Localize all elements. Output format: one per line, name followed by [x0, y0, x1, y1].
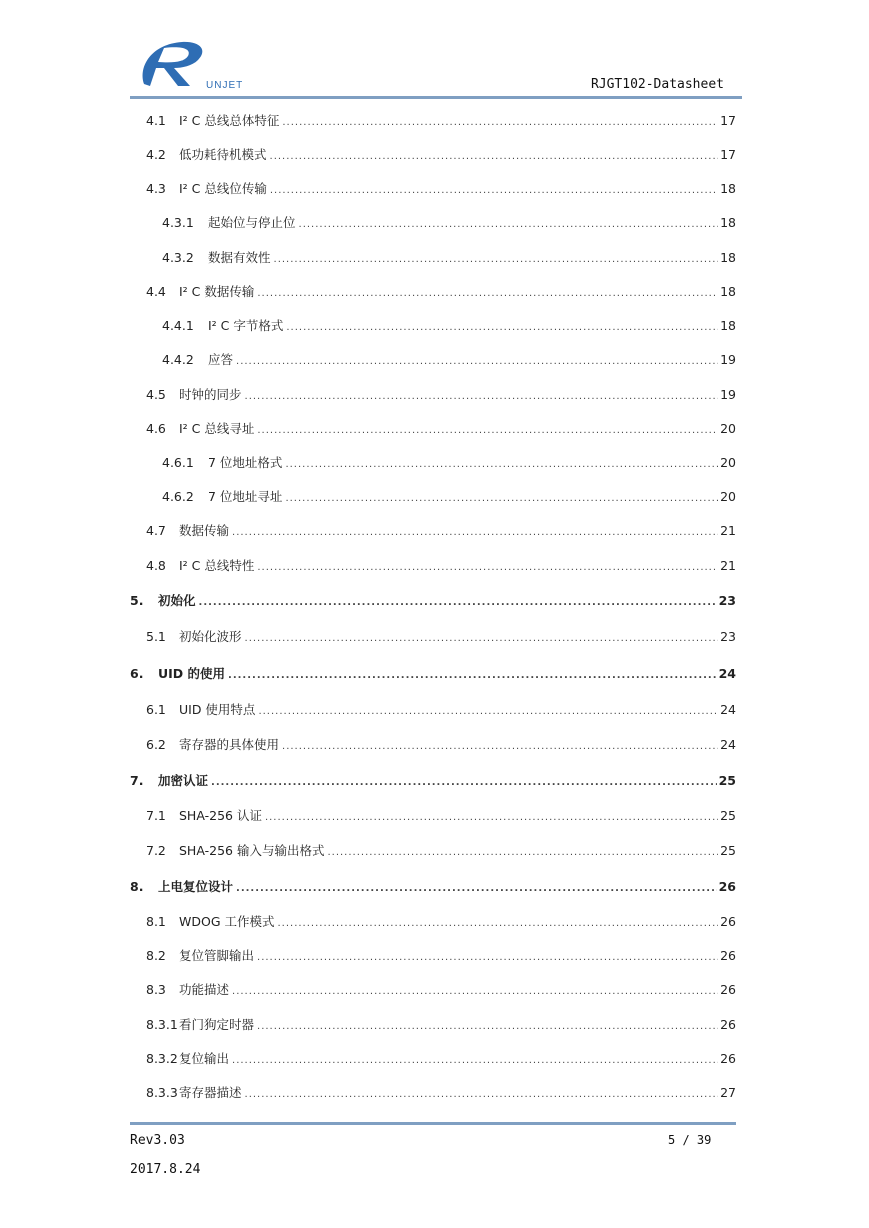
toc-leader-dots	[245, 1089, 719, 1100]
toc-leader-dots	[282, 741, 718, 752]
toc-entry-title: 寄存器描述	[179, 1085, 242, 1100]
toc-leader-dots	[245, 391, 719, 402]
toc-entry-page: 24	[720, 737, 736, 752]
toc-entry-number: 6.2	[146, 737, 166, 752]
toc-entry-title: 上电复位设计	[158, 879, 234, 894]
toc-entry[interactable]	[130, 248, 736, 268]
toc-entry-number: 4.7	[146, 523, 166, 538]
toc-entry-number: 8.3.1	[146, 1017, 178, 1032]
toc-entry-page: 23	[718, 593, 736, 608]
toc-entry-title: I² C 总线位传输	[179, 181, 267, 196]
toc-leader-dots	[228, 670, 717, 681]
toc-entry[interactable]	[130, 213, 736, 233]
toc-entry-page: 26	[718, 879, 736, 894]
toc-entry[interactable]	[130, 487, 736, 507]
toc-leader-dots	[258, 706, 718, 717]
page-indicator: 5 / 39	[668, 1133, 712, 1147]
toc-entry-page: 18	[720, 181, 736, 196]
toc-leader-dots	[232, 527, 718, 538]
toc-entry-number: 5.1	[146, 629, 166, 644]
toc-entry-number: 7.2	[146, 843, 166, 858]
toc-entry-page: 24	[720, 702, 736, 717]
toc-leader-dots	[277, 918, 718, 929]
toc-leader-dots	[199, 597, 717, 608]
toc-entry-title: I² C 字节格式	[208, 318, 284, 333]
toc-leader-dots	[257, 288, 718, 299]
toc-entry-title: SHA-256 输入与输出格式	[179, 843, 325, 858]
toc-entry-title: 复位输出	[179, 1051, 230, 1066]
toc-leader-dots	[232, 1055, 718, 1066]
toc-entry-title: 7 位地址寻址	[208, 489, 283, 504]
toc-leader-dots	[327, 847, 718, 858]
toc-entry-title: 看门狗定时器	[179, 1017, 255, 1032]
toc-entry-page: 19	[720, 352, 736, 367]
toc-entry-title: I² C 总线特性	[179, 558, 255, 573]
toc-entry-title: I² C 总线总体特征	[179, 113, 280, 128]
toc-entry[interactable]	[130, 419, 736, 439]
toc-leader-dots	[211, 777, 717, 788]
toc-entry-title: 应答	[208, 352, 234, 367]
toc-entry-page: 25	[718, 773, 736, 788]
toc-entry-page: 19	[720, 387, 736, 402]
toc-leader-dots	[257, 1021, 718, 1032]
toc-entry[interactable]	[130, 556, 736, 576]
document-title: RJGT102-Datasheet	[590, 77, 724, 92]
toc-entry-title: 功能描述	[179, 982, 230, 997]
toc-entry[interactable]	[130, 806, 736, 826]
toc-entry-title: 初始化波形	[179, 629, 242, 644]
toc-entry-title: SHA-256 认证	[179, 808, 262, 823]
toc-entry-page: 26	[720, 948, 736, 963]
toc-leader-dots	[299, 219, 719, 230]
toc-entry-title: UID 使用特点	[179, 702, 256, 717]
toc-entry[interactable]	[130, 179, 736, 199]
toc-entry-page: 23	[720, 629, 736, 644]
runjet-logo	[134, 36, 254, 94]
toc-entry-number: 8.3.2	[146, 1051, 178, 1066]
toc-entry-number: 4.5	[146, 387, 166, 402]
footer-divider	[130, 1122, 736, 1125]
toc-entry[interactable]	[130, 111, 736, 131]
toc-entry-number: 5.	[130, 593, 144, 608]
toc-entry-number: 8.3.3	[146, 1085, 178, 1100]
toc-entry[interactable]	[130, 145, 736, 165]
toc-entry-title: UID 的使用	[158, 666, 226, 681]
toc-leader-dots	[274, 254, 719, 265]
toc-entry-page: 27	[720, 1085, 736, 1100]
toc-leader-dots	[236, 356, 718, 367]
toc-entry-page: 18	[720, 318, 736, 333]
toc-leader-dots	[282, 117, 718, 128]
header-divider	[130, 96, 742, 99]
toc-leader-dots	[285, 493, 718, 504]
toc-entry[interactable]	[130, 1015, 736, 1035]
toc-entry-title: 寄存器的具体使用	[179, 737, 280, 752]
toc-entry-page: 17	[720, 147, 736, 162]
toc-leader-dots	[286, 322, 718, 333]
toc-entry-page: 24	[718, 666, 736, 681]
toc-entry-number: 7.1	[146, 808, 166, 823]
toc-entry-page: 17	[720, 113, 736, 128]
toc-entry[interactable]	[130, 841, 736, 861]
toc-entry-page: 20	[720, 421, 736, 436]
toc-entry-title: 复位管脚输出	[179, 948, 255, 963]
toc-entry-number: 4.8	[146, 558, 166, 573]
toc-entry[interactable]	[130, 700, 736, 720]
toc-leader-dots	[245, 633, 719, 644]
toc-entry-title: 数据有效性	[208, 250, 271, 265]
toc-entry-number: 4.2	[146, 147, 166, 162]
toc-entry-number: 4.3.1	[162, 215, 194, 230]
toc-leader-dots	[285, 459, 718, 470]
toc-entry[interactable]	[130, 282, 736, 302]
toc-entry-number: 6.1	[146, 702, 166, 717]
toc-entry-title: 数据传输	[179, 523, 230, 538]
toc-entry-title: 7 位地址格式	[208, 455, 283, 470]
toc-leader-dots	[232, 986, 718, 997]
date-label: 2017.8.24	[130, 1162, 201, 1177]
toc-entry[interactable]	[130, 877, 736, 897]
toc-leader-dots	[270, 151, 719, 162]
toc-entry-page: 18	[720, 284, 736, 299]
toc-entry-title: 加密认证	[158, 773, 209, 788]
toc-entry[interactable]	[130, 1049, 736, 1069]
toc-entry-page: 21	[720, 558, 736, 573]
toc-leader-dots	[270, 185, 718, 196]
toc-entry-title: 起始位与停止位	[208, 215, 296, 230]
toc-entry-number: 4.6.2	[162, 489, 194, 504]
revision-label: Rev3.03	[130, 1133, 185, 1148]
toc-entry-number: 8.	[130, 879, 144, 894]
toc-entry-page: 25	[720, 808, 736, 823]
toc-entry-number: 8.1	[146, 914, 166, 929]
toc-entry-page: 21	[720, 523, 736, 538]
toc-entry-title: 时钟的同步	[179, 387, 242, 402]
toc-entry-page: 26	[720, 1017, 736, 1032]
toc-entry-title: I² C 总线寻址	[179, 421, 255, 436]
toc-entry-page: 20	[720, 489, 736, 504]
toc-leader-dots	[257, 425, 718, 436]
toc-entry-number: 8.2	[146, 948, 166, 963]
toc-entry[interactable]	[130, 350, 736, 370]
toc-entry-number: 4.4.1	[162, 318, 194, 333]
toc-entry[interactable]	[130, 1083, 736, 1103]
toc-leader-dots	[265, 812, 718, 823]
toc-entry[interactable]	[130, 912, 736, 932]
toc-entry-number: 4.6	[146, 421, 166, 436]
toc-entry-page: 26	[720, 914, 736, 929]
toc-entry[interactable]	[130, 521, 736, 541]
toc-entry-page: 26	[720, 1051, 736, 1066]
toc-entry[interactable]	[130, 385, 736, 405]
toc-entry-page: 20	[720, 455, 736, 470]
toc-entry[interactable]	[130, 591, 736, 611]
toc-leader-dots	[257, 562, 718, 573]
toc-entry[interactable]	[130, 980, 736, 1000]
toc-entry[interactable]	[130, 946, 736, 966]
toc-entry-title: 低功耗待机模式	[179, 147, 267, 162]
toc-entry-number: 4.6.1	[162, 455, 194, 470]
toc-entry-title: I² C 数据传输	[179, 284, 255, 299]
toc-entry[interactable]	[130, 771, 736, 791]
toc-entry-number: 4.3.2	[162, 250, 194, 265]
toc-leader-dots	[236, 883, 717, 894]
toc-entry[interactable]	[130, 664, 736, 684]
toc-leader-dots	[257, 952, 718, 963]
toc-entry-title: 初始化	[158, 593, 196, 608]
toc-entry-title: WDOG 工作模式	[179, 914, 275, 929]
toc-entry[interactable]	[130, 627, 736, 647]
toc-entry-number: 4.4.2	[162, 352, 194, 367]
toc-entry[interactable]	[130, 453, 736, 473]
toc-entry[interactable]	[130, 735, 736, 755]
toc-entry-number: 4.1	[146, 113, 166, 128]
logo-wordmark: UNJET	[206, 80, 244, 91]
toc-entry[interactable]	[130, 316, 736, 336]
toc-entry-number: 6.	[130, 666, 144, 681]
toc-entry-number: 8.3	[146, 982, 166, 997]
toc-entry-page: 18	[720, 215, 736, 230]
toc-entry-number: 4.4	[146, 284, 166, 299]
toc-entry-number: 7.	[130, 773, 144, 788]
toc-entry-page: 26	[720, 982, 736, 997]
toc-entry-page: 25	[720, 843, 736, 858]
toc-entry-number: 4.3	[146, 181, 166, 196]
toc-entry-page: 18	[720, 250, 736, 265]
